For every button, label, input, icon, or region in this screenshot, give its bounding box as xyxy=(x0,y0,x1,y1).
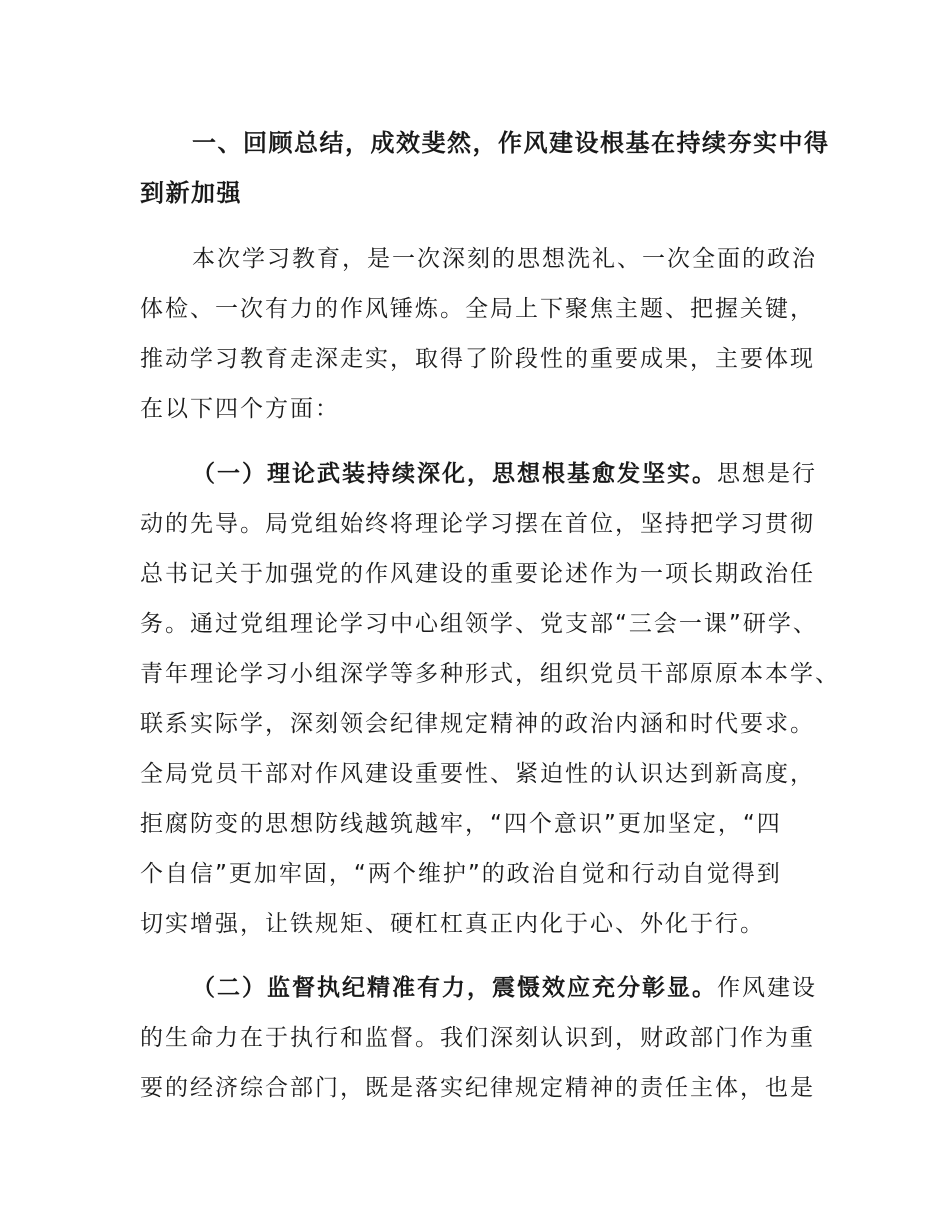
section2-line-2: 要的经济综合部门，既是落实纪律规定精神的责任主体，也是 xyxy=(140,1075,815,1101)
section1-line-9: 切实增强，让铁规矩、硬杠杠真正内化于心、外化于行。 xyxy=(140,911,765,937)
section1-line-1: 动的先导。局党组始终将理论学习摆在首位，坚持把学习贯彻 xyxy=(140,511,815,537)
section-heading-line-1: 一、回顾总结，成效斐然，作风建设根基在持续夯实中得 xyxy=(192,129,830,157)
section1-line-3: 务。通过党组理论学习中心组领学、党支部“三会一课”研学、 xyxy=(140,611,818,637)
section-heading-line-2: 到新加强 xyxy=(140,179,242,207)
section1-first-line-rest: 思想是行 xyxy=(717,461,817,487)
section2-first-line-rest: 作风建设 xyxy=(717,975,817,1001)
section1-line-5: 联系实际学，深刻领会纪律规定精神的政治内涵和时代要求。 xyxy=(140,711,815,737)
section1-first-line xyxy=(192,459,817,489)
section1-line-4: 青年理论学习小组深学等多种形式，组织党员干部原原本本学、 xyxy=(140,661,840,687)
intro-line-3: 推动学习教育走深走实，取得了阶段性的重要成果，主要体现 xyxy=(140,346,815,372)
intro-line-4: 在以下四个方面： xyxy=(140,396,340,422)
section2-line-1: 的生命力在于执行和监督。我们深刻认识到，财政部门作为重 xyxy=(140,1025,815,1051)
intro-line-1: 本次学习教育，是一次深刻的思想洗礼、一次全面的政治 xyxy=(192,246,817,272)
section1-line-6: 全局党员干部对作风建设重要性、紧迫性的认识达到新高度， xyxy=(140,761,815,787)
section1-line-8: 个自信”更加牢固，“两个维护”的政治自觉和行动自觉得到 xyxy=(140,861,782,887)
section2-first-line xyxy=(192,973,817,1003)
section2-title: （二）监督执纪精准有力，震慑效应充分彰显。 xyxy=(192,975,717,1001)
section1-line-7: 拒腐防变的思想防线越筑越牢，“四个意识”更加坚定，“四 xyxy=(140,811,782,837)
section1-line-2: 总书记关于加强党的作风建设的重要论述作为一项长期政治任 xyxy=(140,561,815,587)
intro-line-2: 体检、一次有力的作风锤炼。全局上下聚焦主题、把握关键， xyxy=(140,296,815,322)
section1-title: （一）理论武装持续深化，思想根基愈发坚实。 xyxy=(192,461,717,487)
